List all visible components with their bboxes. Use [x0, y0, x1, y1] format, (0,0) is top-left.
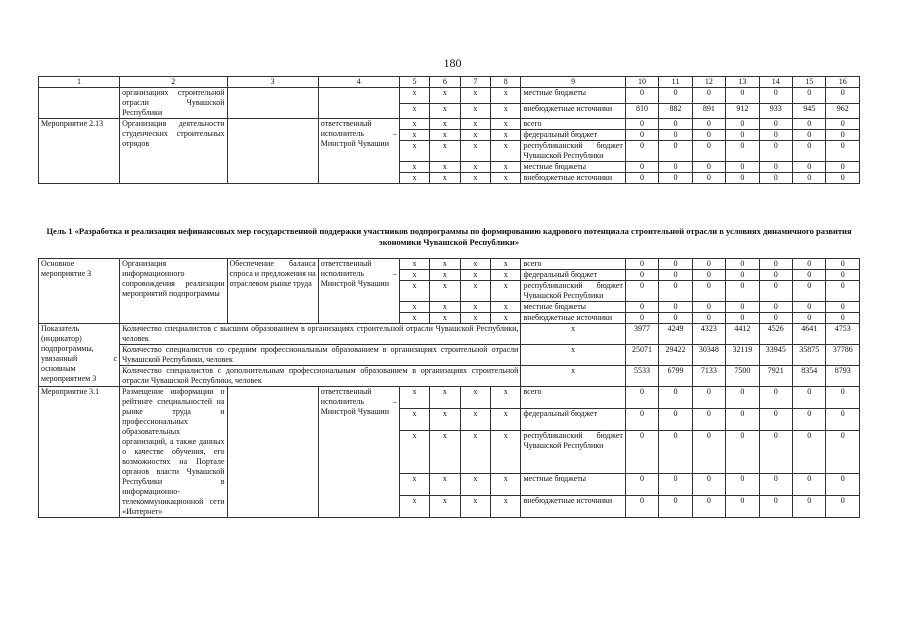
value-cell: 0 — [625, 495, 658, 517]
value-cell: 7133 — [692, 366, 725, 387]
x-cell: х — [491, 281, 521, 302]
column-number: 4 — [318, 77, 399, 88]
event-description-cell: Организация деятельности студенческих строительных отрядов — [120, 119, 227, 184]
value-cell: 0 — [625, 259, 658, 270]
event-name-cell: Мероприятие 2.13 — [39, 119, 120, 184]
x-cell: х — [521, 366, 625, 387]
value-cell: 0 — [625, 302, 658, 313]
indicator-text-cell: Количество специалистов с дополнительным профессиональным образованием в организациях строительной отрасли Чувашской Республики, человек — [120, 366, 521, 387]
value-cell: 0 — [826, 130, 860, 141]
value-cell: 0 — [692, 473, 725, 495]
value-cell: 0 — [692, 119, 725, 130]
value-cell: 4323 — [692, 324, 725, 345]
column-number: 16 — [826, 77, 860, 88]
funding-source-cell: внебюджетные источники — [521, 495, 625, 517]
value-cell: 0 — [726, 495, 759, 517]
x-cell: х — [399, 141, 429, 162]
value-cell: 29422 — [659, 345, 692, 366]
value-cell: 0 — [826, 409, 860, 431]
column-number: 13 — [726, 77, 759, 88]
value-cell: 25071 — [625, 345, 658, 366]
value-cell: 0 — [659, 270, 692, 281]
x-cell: х — [460, 473, 490, 495]
value-cell: 0 — [826, 281, 860, 302]
x-cell: х — [430, 281, 460, 302]
value-cell: 0 — [659, 409, 692, 431]
value-cell: 0 — [625, 141, 658, 162]
value-cell: 0 — [692, 270, 725, 281]
value-cell: 4526 — [759, 324, 792, 345]
value-cell: 0 — [826, 495, 860, 517]
value-cell: 933 — [759, 103, 792, 119]
column-number-row — [39, 77, 860, 88]
value-cell: 0 — [726, 259, 759, 270]
funding-source-cell: внебюджетные источники — [521, 313, 625, 324]
x-cell: х — [430, 173, 460, 184]
x-cell: х — [399, 270, 429, 281]
value-cell: 0 — [726, 130, 759, 141]
x-cell: х — [460, 281, 490, 302]
x-cell: х — [430, 313, 460, 324]
value-cell: 0 — [759, 141, 792, 162]
value-cell: 0 — [793, 88, 826, 104]
value-cell: 0 — [659, 473, 692, 495]
value-cell: 4753 — [826, 324, 860, 345]
goal-cell — [227, 119, 318, 184]
budget-table-top — [38, 76, 860, 184]
x-cell: х — [430, 88, 460, 104]
x-cell: х — [399, 162, 429, 173]
value-cell: 0 — [659, 495, 692, 517]
value-cell: 0 — [726, 473, 759, 495]
value-cell: 0 — [793, 387, 826, 409]
value-cell: 0 — [826, 313, 860, 324]
column-number: 9 — [521, 77, 625, 88]
value-cell: 0 — [793, 119, 826, 130]
value-cell: 912 — [726, 103, 759, 119]
x-cell: х — [399, 103, 429, 119]
x-cell: х — [491, 103, 521, 119]
x-cell: х — [491, 409, 521, 431]
value-cell: 0 — [659, 387, 692, 409]
value-cell: 37786 — [826, 345, 860, 366]
goal-cell — [227, 387, 318, 518]
value-cell: 0 — [625, 173, 658, 184]
value-cell: 0 — [759, 302, 792, 313]
funding-source-cell: республиканский бюджет Чувашской Республики — [521, 431, 625, 473]
x-cell: х — [460, 302, 490, 313]
x-cell: х — [399, 473, 429, 495]
funding-source-cell: всего — [521, 259, 625, 270]
x-cell: х — [430, 103, 460, 119]
x-cell: х — [460, 173, 490, 184]
value-cell: 0 — [793, 259, 826, 270]
budget-table-bottom — [38, 258, 860, 518]
x-cell: х — [491, 270, 521, 281]
value-cell: 0 — [826, 88, 860, 104]
column-number: 3 — [227, 77, 318, 88]
value-cell: 0 — [659, 119, 692, 130]
value-cell: 0 — [726, 141, 759, 162]
column-number: 12 — [692, 77, 725, 88]
value-cell: 0 — [759, 88, 792, 104]
value-cell: 0 — [826, 270, 860, 281]
table-row — [39, 387, 860, 409]
x-cell: х — [491, 313, 521, 324]
value-cell: 30348 — [692, 345, 725, 366]
value-cell: 0 — [692, 409, 725, 431]
value-cell: 0 — [726, 302, 759, 313]
value-cell: 0 — [726, 162, 759, 173]
value-cell: 962 — [826, 103, 860, 119]
x-cell: х — [460, 270, 490, 281]
value-cell: 0 — [759, 495, 792, 517]
responsible-cell — [318, 88, 399, 119]
indicator-row — [39, 366, 860, 387]
x-cell: х — [491, 119, 521, 130]
event-name-cell: Мероприятие 3.1 — [39, 387, 120, 518]
value-cell: 0 — [625, 281, 658, 302]
x-cell: х — [460, 387, 490, 409]
x-cell: х — [460, 103, 490, 119]
funding-source-cell: республиканский бюджет Чувашской Республики — [521, 141, 625, 162]
responsible-cell: ответственный исполнитель – Минстрой Чувашии — [318, 259, 399, 324]
x-cell: х — [399, 88, 429, 104]
value-cell: 0 — [759, 259, 792, 270]
value-cell: 0 — [826, 141, 860, 162]
table-row — [39, 259, 860, 270]
value-cell: 0 — [625, 473, 658, 495]
column-number: 14 — [759, 77, 792, 88]
x-cell: х — [399, 495, 429, 517]
value-cell: 0 — [726, 431, 759, 473]
value-cell: 0 — [659, 162, 692, 173]
value-cell: 0 — [726, 409, 759, 431]
funding-source-cell: всего — [521, 387, 625, 409]
value-cell: 0 — [692, 302, 725, 313]
value-cell: 0 — [793, 313, 826, 324]
x-cell: х — [399, 431, 429, 473]
funding-source-cell: местные бюджеты — [521, 88, 625, 104]
x-cell: х — [399, 173, 429, 184]
indicator-row — [39, 324, 860, 345]
value-cell: 0 — [759, 162, 792, 173]
value-cell: 0 — [659, 431, 692, 473]
indicator-row — [39, 345, 860, 366]
value-cell: 0 — [659, 302, 692, 313]
table-row — [39, 88, 860, 104]
event-description-cell: Организация информационного сопровождения реализации мероприятий подпрограммы — [120, 259, 227, 324]
responsible-cell: ответственный исполнитель – Минстрой Чувашии — [318, 119, 399, 184]
value-cell: 0 — [625, 270, 658, 281]
column-number: 11 — [659, 77, 692, 88]
value-cell: 0 — [793, 281, 826, 302]
value-cell: 0 — [659, 281, 692, 302]
goal-heading: Цель 1 «Разработка и реализация нефинансовых мер государственной поддержки участников подпрограммы по формированию кадрового потенциала строительной отрасли в условиях динамичного развития экономики Чувашской Республики» — [46, 226, 852, 247]
value-cell: 7921 — [759, 366, 792, 387]
value-cell: 0 — [826, 173, 860, 184]
value-cell: 35875 — [793, 345, 826, 366]
x-cell: х — [460, 313, 490, 324]
value-cell: 0 — [659, 173, 692, 184]
value-cell: 0 — [759, 281, 792, 302]
value-cell: 0 — [692, 162, 725, 173]
value-cell: 0 — [659, 130, 692, 141]
value-cell: 0 — [759, 387, 792, 409]
value-cell: 0 — [793, 302, 826, 313]
value-cell: 0 — [793, 495, 826, 517]
funding-source-cell: местные бюджеты — [521, 302, 625, 313]
x-cell: х — [399, 387, 429, 409]
funding-source-cell: внебюджетные источники — [521, 103, 625, 119]
x-cell: х — [491, 259, 521, 270]
event-description-cell: Размещение информации о рейтинге специальностей на рынке труда и профессиональных образовательных организаций, а также данных о качестве обучения, его возможностях на Портале органов власти Чувашской Республики в информационно-телекоммуникационной сети «Интернет» — [120, 387, 227, 518]
value-cell: 0 — [659, 259, 692, 270]
goal-cell: Обеспечение баланса спроса и предложения на отраслевом рынке труда — [227, 259, 318, 324]
x-cell: х — [460, 431, 490, 473]
value-cell: 0 — [826, 302, 860, 313]
x-cell: х — [460, 259, 490, 270]
value-cell: 0 — [692, 259, 725, 270]
x-cell: х — [399, 259, 429, 270]
value-cell: 0 — [692, 281, 725, 302]
x-cell: х — [399, 313, 429, 324]
x-cell: х — [491, 130, 521, 141]
x-cell: х — [460, 162, 490, 173]
x-cell: х — [491, 302, 521, 313]
x-cell: х — [430, 162, 460, 173]
value-cell: 0 — [726, 281, 759, 302]
value-cell: 810 — [625, 103, 658, 119]
value-cell: 0 — [759, 270, 792, 281]
value-cell: 0 — [759, 119, 792, 130]
value-cell: 0 — [793, 270, 826, 281]
value-cell: 0 — [659, 88, 692, 104]
value-cell: 0 — [826, 162, 860, 173]
table-row — [39, 119, 860, 130]
funding-source-cell: республиканский бюджет Чувашской Республики — [521, 281, 625, 302]
value-cell: 0 — [625, 431, 658, 473]
value-cell: 0 — [625, 130, 658, 141]
value-cell: 0 — [759, 313, 792, 324]
x-cell: х — [430, 302, 460, 313]
x-cell: х — [430, 387, 460, 409]
x-cell: х — [491, 495, 521, 517]
value-cell: 0 — [726, 119, 759, 130]
x-cell: х — [430, 495, 460, 517]
x-cell: х — [491, 88, 521, 104]
funding-source-cell: федеральный бюджет — [521, 270, 625, 281]
x-cell: х — [460, 141, 490, 162]
indicator-text-cell: Количество специалистов с высшим образованием в организациях строительной отрасли Чувашской Республики, человек — [120, 324, 521, 345]
value-cell: 0 — [692, 130, 725, 141]
value-cell: 0 — [759, 431, 792, 473]
value-cell: 0 — [759, 130, 792, 141]
x-cell: х — [430, 141, 460, 162]
x-cell: х — [460, 495, 490, 517]
value-cell: 0 — [826, 431, 860, 473]
value-cell: 0 — [726, 270, 759, 281]
value-cell: 0 — [793, 409, 826, 431]
column-number: 7 — [460, 77, 490, 88]
x-cell: х — [521, 345, 625, 366]
x-cell: х — [430, 431, 460, 473]
event-name-cell — [39, 88, 120, 119]
value-cell: 8793 — [826, 366, 860, 387]
value-cell: 0 — [692, 495, 725, 517]
x-cell: х — [430, 130, 460, 141]
value-cell: 0 — [793, 162, 826, 173]
x-cell: х — [460, 130, 490, 141]
value-cell: 0 — [826, 259, 860, 270]
funding-source-cell: местные бюджеты — [521, 162, 625, 173]
funding-source-cell: внебюджетные источники — [521, 173, 625, 184]
value-cell: 0 — [625, 119, 658, 130]
value-cell: 0 — [625, 387, 658, 409]
value-cell: 4249 — [659, 324, 692, 345]
value-cell: 0 — [625, 409, 658, 431]
value-cell: 32119 — [726, 345, 759, 366]
value-cell: 0 — [793, 130, 826, 141]
column-number: 1 — [39, 77, 120, 88]
value-cell: 0 — [759, 173, 792, 184]
x-cell: х — [460, 88, 490, 104]
x-cell: х — [521, 324, 625, 345]
value-cell: 0 — [625, 88, 658, 104]
x-cell: х — [460, 409, 490, 431]
x-cell: х — [491, 431, 521, 473]
value-cell: 6799 — [659, 366, 692, 387]
value-cell: 5533 — [625, 366, 658, 387]
column-number: 6 — [430, 77, 460, 88]
x-cell: х — [399, 302, 429, 313]
value-cell: 0 — [826, 119, 860, 130]
value-cell: 0 — [793, 141, 826, 162]
page-number: 180 — [443, 56, 462, 70]
value-cell: 0 — [659, 313, 692, 324]
value-cell: 0 — [726, 173, 759, 184]
value-cell: 0 — [726, 313, 759, 324]
x-cell: х — [430, 473, 460, 495]
funding-source-cell: местные бюджеты — [521, 473, 625, 495]
column-number: 15 — [793, 77, 826, 88]
value-cell: 0 — [793, 431, 826, 473]
x-cell: х — [491, 141, 521, 162]
column-number: 5 — [399, 77, 429, 88]
value-cell: 4641 — [793, 324, 826, 345]
value-cell: 0 — [692, 313, 725, 324]
x-cell: х — [399, 119, 429, 130]
indicator-label-cell: Показатель (индикатор) подпрограммы, увязанный с основным мероприятием 3 — [39, 324, 120, 387]
x-cell: х — [430, 409, 460, 431]
x-cell: х — [491, 162, 521, 173]
x-cell: х — [399, 281, 429, 302]
x-cell: х — [491, 173, 521, 184]
x-cell: х — [491, 473, 521, 495]
value-cell: 4412 — [726, 324, 759, 345]
funding-source-cell: всего — [521, 119, 625, 130]
value-cell: 0 — [793, 473, 826, 495]
value-cell: 0 — [692, 173, 725, 184]
x-cell: х — [430, 259, 460, 270]
value-cell: 891 — [692, 103, 725, 119]
column-number: 2 — [120, 77, 227, 88]
value-cell: 0 — [692, 431, 725, 473]
column-number: 8 — [491, 77, 521, 88]
value-cell: 0 — [759, 473, 792, 495]
value-cell: 0 — [659, 141, 692, 162]
value-cell: 3977 — [625, 324, 658, 345]
x-cell: х — [399, 130, 429, 141]
goal-cell — [227, 88, 318, 119]
x-cell: х — [460, 119, 490, 130]
value-cell: 33945 — [759, 345, 792, 366]
value-cell: 0 — [625, 162, 658, 173]
value-cell: 8354 — [793, 366, 826, 387]
value-cell: 0 — [625, 313, 658, 324]
funding-source-cell: федеральный бюджет — [521, 409, 625, 431]
event-description-cell: организациях строительной отрасли Чувашской Республики — [120, 88, 227, 119]
value-cell: 0 — [692, 88, 725, 104]
x-cell: х — [430, 119, 460, 130]
value-cell: 7500 — [726, 366, 759, 387]
responsible-cell: ответственный исполнитель – Минстрой Чувашии — [318, 387, 399, 518]
value-cell: 0 — [793, 173, 826, 184]
value-cell: 0 — [826, 473, 860, 495]
value-cell: 0 — [726, 387, 759, 409]
indicator-text-cell: Количество специалистов со средним профессиональным образованием в организациях строительной отрасли Чувашской Республики, человек — [120, 345, 521, 366]
value-cell: 0 — [692, 387, 725, 409]
value-cell: 945 — [793, 103, 826, 119]
x-cell: х — [430, 270, 460, 281]
funding-source-cell: федеральный бюджет — [521, 130, 625, 141]
x-cell: х — [491, 387, 521, 409]
value-cell: 0 — [826, 387, 860, 409]
event-name-cell: Основное мероприятие 3 — [39, 259, 120, 324]
column-number: 10 — [625, 77, 658, 88]
value-cell: 0 — [759, 409, 792, 431]
x-cell: х — [399, 409, 429, 431]
value-cell: 0 — [692, 141, 725, 162]
value-cell: 0 — [726, 88, 759, 104]
value-cell: 882 — [659, 103, 692, 119]
